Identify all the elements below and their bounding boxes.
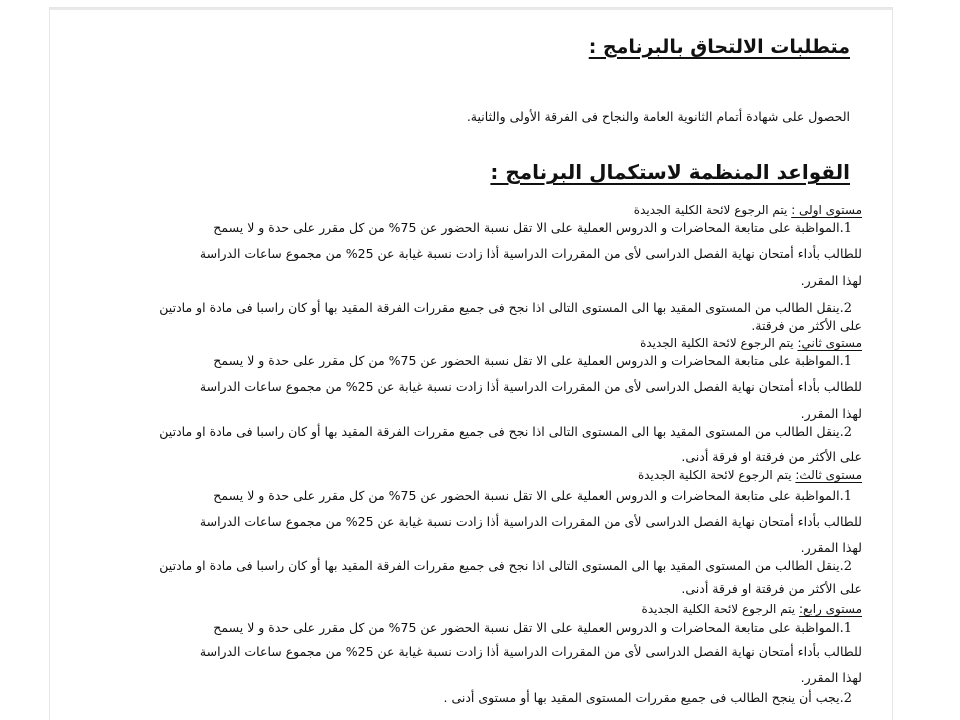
level-3-item-2-line-2: على الأكثر من فرقتة او فرقة أدنى. (681, 581, 862, 596)
level-3-title (638, 468, 862, 482)
level-2-item-1-line-2: للطالب بأداء أمتحان نهاية الفصل الدراسى لأى من المقررات الدراسية أذا زادت نسبة غيابة عن 25% من مجموع ساعات الدراسة (199, 379, 862, 394)
item-number: 1. (839, 354, 852, 369)
level-1-item-1-line-1 (213, 222, 852, 235)
item-text: المواظبة على متابعة المحاضرات و الدروس العملية على الا تقل نسبة الحضور عن 75% من كل مقرر على حدة و لا يسمح (213, 353, 840, 368)
level-1-item-1-line-2: للطالب بأداء أمتحان نهاية الفصل الدراسى لأى من المقررات الدراسية أذا زادت نسبة غيابة عن 25% من مجموع ساعات الدراسة (199, 246, 862, 261)
item-number: 1. (839, 489, 852, 504)
level-label: مستوى ثالث: (795, 468, 862, 482)
level-4-item-1-line-3: لهذا المقرر. (800, 670, 862, 685)
item-number: 1. (839, 621, 852, 636)
level-rule: يتم الرجوع لائحة الكلية الجديدة (641, 602, 796, 616)
scanned-document-page (50, 8, 892, 720)
level-4-item-2-line-1 (444, 692, 853, 705)
item-text: المواظبة على متابعة المحاضرات و الدروس العملية على الا تقل نسبة الحضور عن 75% من كل مقرر على حدة و لا يسمح (213, 220, 840, 235)
level-1-item-2-line-1 (159, 302, 852, 315)
level-rule: يتم الرجوع لائحة الكلية الجديدة (633, 203, 788, 217)
heading-admission-requirements: متطلبات الالتحاق بالبرنامج : (588, 36, 850, 58)
level-2-title (640, 336, 862, 350)
item-number: 2. (839, 559, 852, 574)
level-2-item-2-line-1 (159, 426, 852, 439)
level-2-item-1-line-1 (213, 355, 852, 368)
level-label: مستوى رابع: (798, 602, 862, 616)
item-text: ينقل الطالب من المستوى المقيد بها الى المستوى التالى اذا نجح فى جميع مقررات الفرقة المقيد بها أو كان راسبا فى مادة او مادتين (159, 300, 840, 315)
level-3-item-1-line-2: للطالب بأداء أمتحان نهاية الفصل الدراسى لأى من المقررات الدراسية أذا زادت نسبة غيابة عن 25% من مجموع ساعات الدراسة (199, 514, 862, 529)
item-number: 1. (839, 221, 852, 236)
level-label: مستوى ثاني: (797, 336, 862, 350)
item-number: 2. (839, 301, 852, 316)
level-2-item-1-line-3: لهذا المقرر. (800, 406, 862, 421)
level-3-item-2-line-1 (159, 560, 852, 573)
level-rule: يتم الرجوع لائحة الكلية الجديدة (640, 336, 794, 350)
level-2-item-2-line-2: على الأكثر من فرقتة او فرقة أدنى. (681, 449, 862, 464)
item-text: المواظبة على متابعة المحاضرات و الدروس العملية على الا تقل نسبة الحضور عن 75% من كل مقرر على حدة و لا يسمح (213, 488, 840, 503)
level-1-title (634, 203, 862, 217)
item-text: ينقل الطالب من المستوى المقيد بها الى المستوى التالى اذا نجح فى جميع مقررات الفرقة المقيد بها أو كان راسبا فى مادة او مادتين (159, 558, 840, 573)
level-rule: يتم الرجوع لائحة الكلية الجديدة (637, 468, 792, 482)
heading-program-rules: القواعد المنظمة لاستكمال البرنامج : (490, 160, 850, 184)
level-4-item-1-line-1 (213, 622, 852, 635)
level-1-item-2-line-2: على الأكثر من فرقتة. (751, 318, 862, 333)
admission-requirements-text: الحصول على شهادة أتمام الثانوية العامة والنجاح فى الفرقة الأولى والثانية. (466, 109, 850, 124)
page-top-border (50, 8, 892, 10)
level-1-item-1-line-3: لهذا المقرر. (800, 273, 862, 288)
level-4-item-1-line-2: للطالب بأداء أمتحان نهاية الفصل الدراسى لأى من المقررات الدراسية أذا زادت نسبة غيابة عن 25% من مجموع ساعات الدراسة (199, 644, 862, 659)
level-3-item-1-line-1 (213, 490, 852, 503)
level-3-item-1-line-3: لهذا المقرر. (800, 540, 862, 555)
item-number: 2. (839, 691, 852, 706)
level-label: مستوى اولى : (791, 203, 862, 217)
level-4-title (642, 602, 862, 616)
item-text: يجب أن ينجح الطالب فى جميع مقررات المستوى المقيد بها أو مستوى أدنى . (443, 690, 840, 705)
item-number: 2. (839, 425, 852, 440)
item-text: ينقل الطالب من المستوى المقيد بها الى المستوى التالى اذا نجح فى جميع مقررات الفرقة المقيد بها أو كان راسبا فى مادة او مادتين (159, 424, 840, 439)
item-text: المواظبة على متابعة المحاضرات و الدروس العملية على الا تقل نسبة الحضور عن 75% من كل مقرر على حدة و لا يسمح (213, 620, 840, 635)
